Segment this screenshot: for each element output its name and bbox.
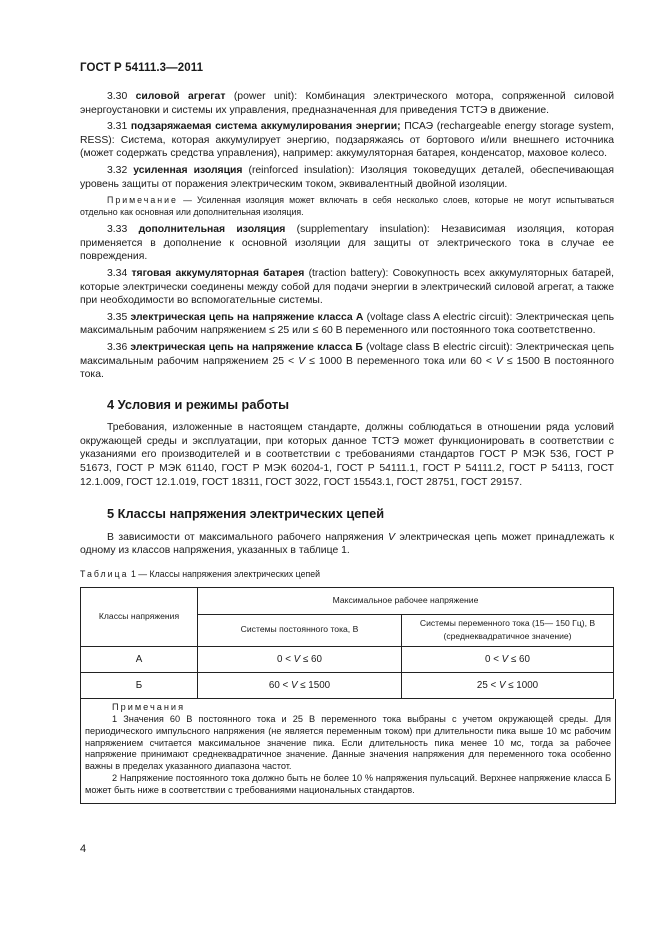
term: электрическая цепь на напряжение класса А [130, 311, 364, 323]
section-5-title: 5 Классы напряжения электрических цепей [107, 506, 385, 522]
voltage-symbol: V [498, 679, 506, 691]
voltage-symbol: V [495, 355, 503, 367]
header-dc-systems: Системы постоянного тока, В [198, 614, 402, 646]
table-row [81, 646, 614, 672]
clause-number: 3.34 [107, 267, 128, 279]
document-body [80, 90, 614, 804]
cell-text: 25 < [476, 679, 499, 691]
clause-number: 3.35 [107, 311, 128, 323]
term: дополнительная изоляция [138, 224, 286, 236]
page-number: 4 [80, 843, 87, 855]
section-5-text [80, 531, 614, 558]
voltage-classes-table [80, 587, 614, 699]
definition-3-30 [80, 90, 614, 117]
row-a-dc [198, 646, 402, 672]
cell-text: 0 < [277, 653, 294, 665]
section-5-text-part: В зависимости от максимального рабочего напряжения [107, 531, 389, 543]
term: тяговая аккумуляторная батарея [131, 267, 305, 279]
cell-text: ≤ 1000 [505, 679, 539, 691]
term: усиленная изоляция [133, 164, 243, 176]
clause-number: 3.32 [107, 164, 128, 176]
term: подзаряжаемая система аккумулирования энергии; [130, 121, 401, 133]
clause-number: 3.36 [107, 341, 128, 353]
notes-title: Примечания [112, 701, 186, 712]
clause-number: 3.30 [107, 91, 128, 102]
voltage-symbol: V [501, 653, 509, 665]
term: электрическая цепь на напряжение класса Б [130, 341, 363, 353]
definition-3-34 [80, 267, 614, 308]
header-max-voltage: Максимальное рабочее напряжение [198, 587, 614, 614]
cell-text: 60 < [268, 679, 291, 691]
clause-number: 3.31 [107, 121, 128, 133]
definition-text: (reinforced insulation): Изоляция токоведущих деталей, обеспечивающая уровень защиты от поражения электрическим током, эквивалентный двойной изоляции. [80, 164, 615, 190]
definition-3-35 [80, 311, 614, 338]
cell-text: ≤ 60 [300, 653, 322, 665]
voltage-symbol: V [388, 531, 396, 543]
definition-3-33 [80, 223, 614, 264]
row-class-a: А [81, 646, 198, 672]
table-note-1: 1 Значения 60 В постоянного тока и 25 В переменного тока выбраны с учетом окружающей среды. Для периодического импульсного напряжения (не является переменным током) при длительности пика выше 10 мс рабочим напряжением считается максимальное значение пика. Если длительность пика менее 10 мс, тогда за рабочее напряжение принимают среднеквадратичное значение. Данные значения напряжения для переменного тока особенно важны в пределах указанного диапазона частот. [85, 713, 611, 772]
table-note-2: 2 Напряжение постоянного тока должно быть не более 10 % напряжения пульсаций. Верхнее напряжение класса Б может быть ниже в соответствии с требованиями национальных стандартов. [85, 773, 611, 796]
note-text: — Усиленная изоляция может включать в себя несколько слоев, которые не могут испытываться отдельно как основная или дополнительная изоляция. [80, 195, 614, 217]
header-voltage-class: Классы напряжения [81, 587, 198, 646]
table-row [81, 672, 614, 698]
section-4-title: 4 Условия и режимы работы [107, 396, 290, 412]
definition-text: ≤ 1000 В переменного тока или 60 < [305, 355, 496, 367]
document-header: ГОСТ Р 54111.3—2011 [80, 62, 204, 74]
section-4-text: Требования, изложенные в настоящем стандарте, должны соблюдаться в отношении ряда условий окружающей среды и эксплуатации, при которых данное ТСТЭ может функционировать в соответствии с указаниями его производителей и в соответствии с требованиями стандартов ГОСТ Р МЭК 536, ГОСТ Р 51673, ГОСТ Р МЭК 61140, ГОСТ Р МЭК 60204-1, ГОСТ Р 54111.1, ГОСТ Р 54111.2, ГОСТ Р 54113, ГОСТ 12.1.009, ГОСТ 12.1.019, ГОСТ 18311, ГОСТ 3022, ГОСТ 15543.1, ГОСТ 28751, ГОСТ 29157. [80, 422, 614, 488]
definition-note [80, 195, 614, 218]
voltage-symbol: V [298, 355, 306, 367]
table-caption-label: Таблица [80, 569, 129, 580]
table-notes [80, 699, 616, 804]
note-label: Примечание [107, 195, 178, 206]
definition-text: (traction battery): Совокупность всех аккумуляторных батарей, которые электрически соединены между собой для подачи энергии в электрический силовой агрегат, а также при необходимости во вспомогательные системы. [80, 267, 614, 307]
table-caption-text: 1 — Классы напряжения электрических цепей [128, 569, 321, 580]
definition-text: ПСАЭ (rechargeable energy storage system, RESS): Система, которая аккумулирует энергию, подзаряжаясь от бортового и/или внешнего источника (может содержать средства управления), например: аккумуляторная батарея, конденсатор, маховое колесо. [80, 121, 614, 160]
definition-text: ≤ 1500 В постоянного тока. [80, 355, 615, 381]
row-b-ac [402, 672, 614, 698]
definition-text: (voltage class A electric circuit): Электрическая цепь максимальным рабочим напряжением ≤ 25 или ≤ 60 В переменного или постоянного тока соответственно. [80, 311, 615, 337]
table-caption [80, 568, 614, 582]
cell-text: ≤ 60 [508, 653, 530, 665]
definition-3-31 [80, 120, 614, 161]
voltage-symbol: V [290, 679, 298, 691]
definition-text: (power unit): Комбинация электрического мотора, сопряженной силовой энергоустановки и системы их управления, предназначенная для приведения ТСТЭ в движение. [80, 91, 614, 116]
voltage-symbol: V [293, 653, 301, 665]
definition-3-32 [80, 164, 614, 191]
definition-text: (voltage class B electric circuit): Электрическая цепь максимальным рабочим напряжением 25 < [80, 341, 614, 367]
definition-3-36 [80, 341, 614, 382]
clause-number: 3.33 [107, 224, 128, 236]
row-b-dc [198, 672, 402, 698]
header-ac-systems: Системы переменного тока (15— 150 Гц), В (среднеквадратичное значение) [402, 614, 614, 646]
cell-text: 0 < [485, 653, 502, 665]
section-5-text-part: электрическая цепь может принадлежать к одному из классов напряжения, указанных в таблице 1. [80, 531, 614, 557]
cell-text: ≤ 1500 [297, 679, 331, 691]
row-class-b: Б [81, 672, 198, 698]
row-a-ac [402, 646, 614, 672]
definition-text: (supplementary insulation): Независимая изоляция, которая применяется в дополнение к основной изоляции для защиты от электрического тока в случае ее повреждения. [80, 224, 615, 263]
term: силовой агрегат [135, 91, 226, 102]
